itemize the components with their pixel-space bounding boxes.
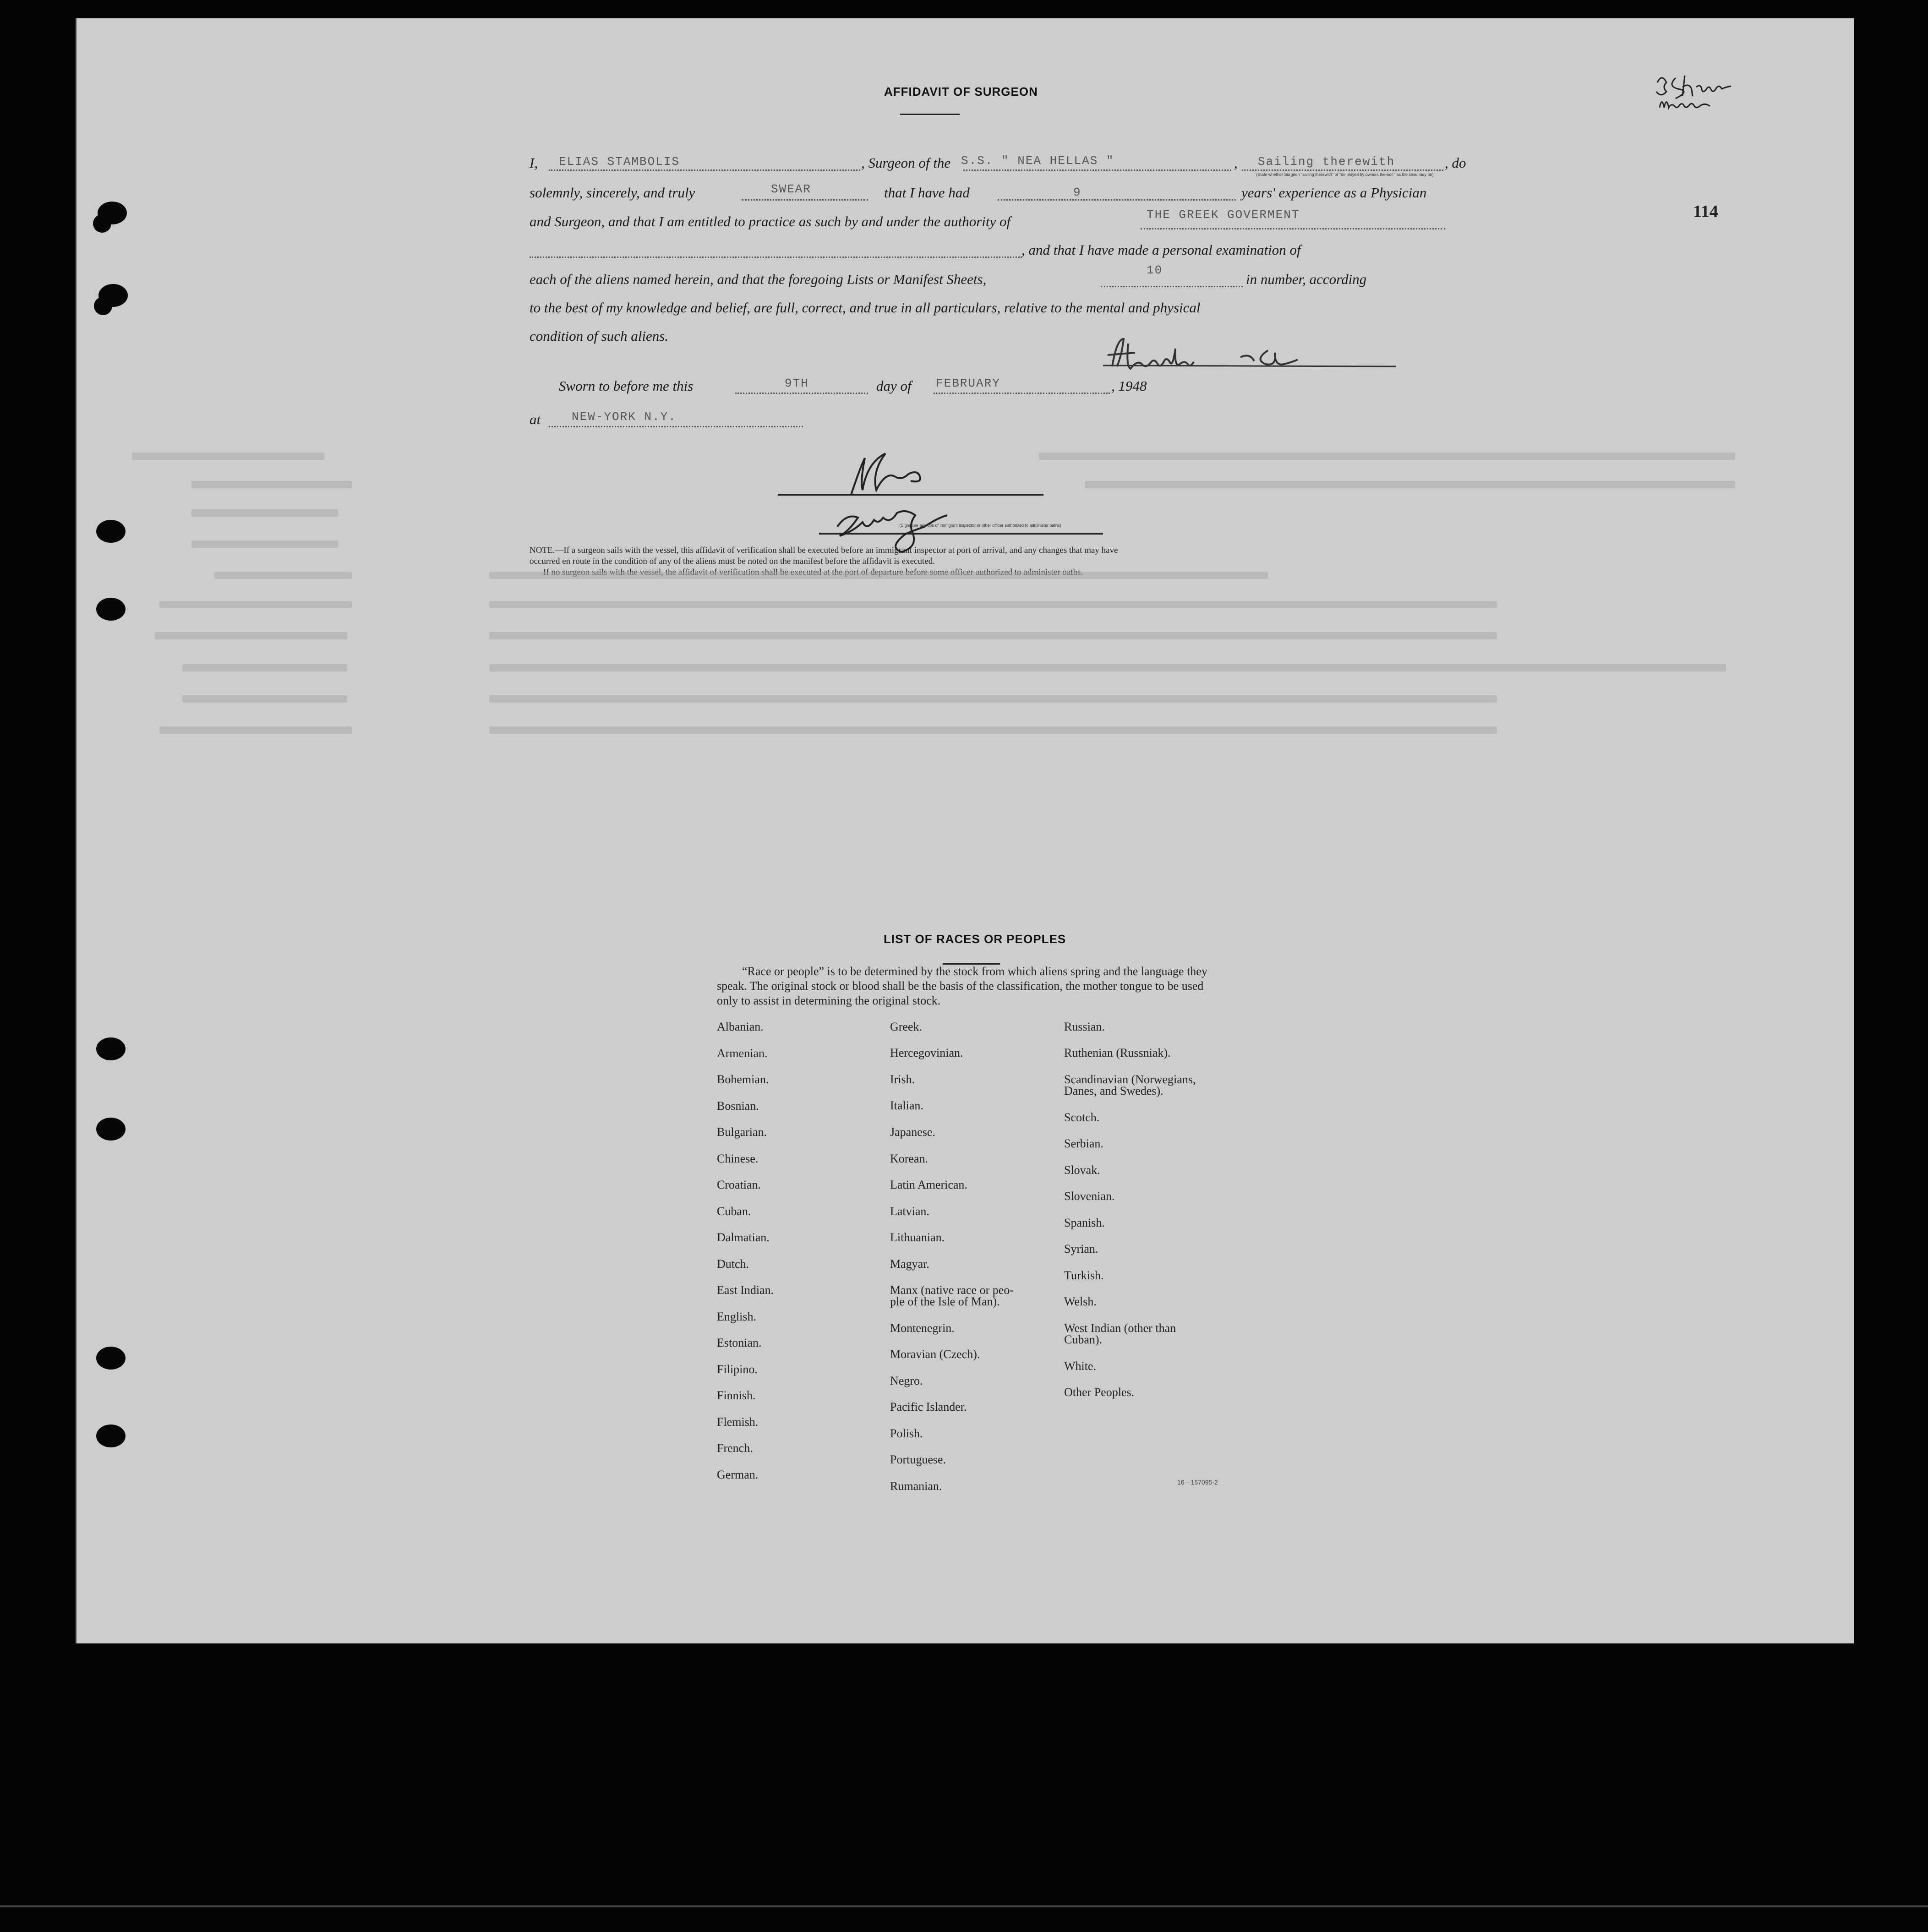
races-intro: “Race or people” is to be determined by the stock from which aliens spring and the language they speak. The original stock or blood shall be the basis of the classification, the mother tongue to be used only to assist in determining the original stock.: [717, 965, 1207, 1007]
document-page: [76, 18, 1854, 1643]
affidavit-title: AFFIDAVIT OF SURGEON: [884, 85, 1038, 98]
race-item: White.: [1064, 1359, 1097, 1373]
ghost-row: [489, 695, 1497, 703]
at-place-field: NEW-YORK N.Y.: [572, 410, 677, 424]
race-item: Bohemian.: [717, 1073, 769, 1086]
sworn-month-underline: [934, 393, 1110, 394]
note-line-2: occurred en route in the condition of any of the aliens must be noted on the manifest before the affidavit is executed.: [530, 557, 935, 566]
race-item: Filipino.: [717, 1363, 758, 1376]
race-item: Croatian.: [717, 1178, 761, 1191]
punch-hole: [96, 1347, 126, 1370]
ghost-row: [489, 664, 1726, 671]
race-item: Montenegrin.: [890, 1321, 955, 1335]
race-item: Dutch.: [717, 1257, 749, 1271]
affidavit-line7: condition of such aliens.: [530, 328, 669, 344]
race-item: Scotch.: [1064, 1111, 1100, 1124]
ghost-row: [489, 601, 1497, 608]
race-item: Cuban.: [717, 1205, 751, 1218]
race-item: Dalmatian.: [717, 1231, 770, 1244]
ghost-row: [1085, 481, 1735, 488]
race-item: Flemish.: [717, 1415, 759, 1429]
race-item: Bosnian.: [717, 1099, 759, 1113]
race-item: Other Peoples.: [1064, 1386, 1135, 1399]
ghost-row: [191, 509, 338, 517]
years-underline: [998, 199, 1236, 201]
race-item: Lithuanian.: [890, 1231, 945, 1244]
ghost-row: [159, 726, 352, 734]
sheets-underline: [1101, 286, 1243, 287]
at-place-underline: [549, 426, 803, 427]
sworn-day-underline: [735, 393, 868, 394]
race-item: Armenian.: [717, 1047, 768, 1060]
ship-underline: [963, 169, 1231, 171]
race-item: Irish.: [890, 1073, 915, 1086]
race-item: West Indian (other than: [1064, 1321, 1176, 1335]
years-field: 9: [1073, 186, 1081, 199]
punch-hole: [93, 214, 111, 233]
ship-name-field: S.S. " NEA HELLAS ": [961, 154, 1114, 168]
ghost-row: [182, 664, 347, 671]
scan-edge: [0, 1905, 1928, 1907]
ghost-row: [155, 632, 347, 639]
race-item: Magyar.: [890, 1257, 929, 1271]
sailing-status-field: Sailing therewith: [1258, 155, 1395, 169]
race-item: Danes, and Swedes).: [1064, 1084, 1163, 1097]
race-item: Estonian.: [717, 1336, 762, 1349]
punch-hole: [96, 520, 126, 543]
race-item: Latvian.: [890, 1205, 929, 1218]
race-item: Italian.: [890, 1099, 923, 1112]
races-title: LIST OF RACES OR PEOPLES: [884, 932, 1066, 946]
race-item: Moravian (Czech).: [890, 1348, 980, 1361]
ghost-row: [132, 453, 324, 460]
race-item: Pacific Islander.: [890, 1400, 967, 1414]
race-item: Bulgarian.: [717, 1125, 767, 1139]
race-item: Turkish.: [1064, 1269, 1104, 1282]
race-item: Scandinavian (Norwegians,: [1064, 1073, 1196, 1086]
authority-continuation-underline: [530, 257, 1022, 258]
punch-hole: [96, 1424, 126, 1447]
race-item: Portuguese.: [890, 1453, 946, 1466]
affidavit-line3-start: and Surgeon, and that I am entitled to practice as such by and under the authority of: [530, 213, 1011, 229]
race-item: French.: [717, 1441, 753, 1455]
form-code: 16—157095-2: [1177, 1479, 1218, 1486]
sworn-day-field: 9TH: [785, 377, 809, 390]
ghost-row: [1039, 453, 1735, 460]
affidavit-line1-mid: , Surgeon of the: [861, 155, 951, 171]
race-item: Albanian.: [717, 1020, 764, 1033]
affidavit-line2-start: solemnly, sincerely, and truly: [530, 185, 695, 201]
sworn-prefix: Sworn to before me this: [559, 378, 694, 394]
punch-hole: [94, 297, 112, 315]
inspector-caption: (Signature and title of immigrant inspector or other officer authorized to administer oaths): [899, 523, 1061, 528]
title-underline: [900, 114, 960, 115]
race-item: English.: [717, 1310, 756, 1323]
race-item: Rumanian.: [890, 1479, 942, 1493]
sailing-underline: [1242, 169, 1443, 171]
ghost-row: [191, 481, 352, 488]
affidavit-line6: to the best of my knowledge and belief, are full, correct, and true in all particulars, relative to the mental and physical: [530, 300, 1201, 316]
race-item: Slovenian.: [1064, 1190, 1115, 1203]
race-item: Latin American.: [890, 1178, 967, 1191]
punch-hole: [96, 598, 126, 621]
affidavit-line5-end: in number, according: [1246, 271, 1367, 287]
ghost-row: [191, 540, 338, 548]
sailing-caption: (State whether Surgeon "sailing therewith" or "employed by owners thereof," as the case may be): [1256, 172, 1434, 177]
ghost-row: [489, 726, 1497, 734]
race-item: Ruthenian (Russniak).: [1064, 1046, 1171, 1059]
race-item: Syrian.: [1064, 1242, 1098, 1255]
race-item: Russian.: [1064, 1020, 1105, 1033]
race-item: Slovak.: [1064, 1163, 1100, 1177]
race-item: ple of the Isle of Man).: [890, 1295, 1000, 1308]
authority-underline: [1141, 228, 1445, 229]
affidavit-line1-prefix: I,: [530, 155, 538, 171]
page-number: 114: [1693, 202, 1718, 221]
handwritten-note-signature: [1653, 69, 1772, 119]
race-item: Cuban).: [1064, 1333, 1103, 1346]
race-item: Chinese.: [717, 1152, 759, 1165]
note-line-1: NOTE.—If a surgeon sails with the vessel, this affidavit of verification shall be executed before an immigrant inspector at port of arrival, and any changes that may have: [530, 546, 1118, 555]
surgeon-name-underline: [549, 169, 860, 171]
race-item: East Indian.: [717, 1283, 774, 1297]
surgeon-name-field: ELIAS STAMBOLIS: [559, 155, 680, 169]
oath-field: SWEAR: [771, 182, 812, 196]
race-item: German.: [717, 1468, 759, 1481]
affidavit-line1-end: , do: [1445, 155, 1466, 171]
affidavit-line5-start: each of the aliens named herein, and that the foregoing Lists or Manifest Sheets,: [530, 271, 987, 287]
affidavit-line2-mid: that I have had: [884, 185, 970, 201]
oath-underline: [742, 199, 868, 201]
race-item: Serbian.: [1064, 1137, 1103, 1150]
punch-hole: [96, 1118, 126, 1141]
race-item: Korean.: [890, 1152, 928, 1165]
sheets-count-field: 10: [1147, 263, 1163, 277]
ghost-row: [214, 572, 352, 579]
race-item: Hercegovinian.: [890, 1046, 963, 1059]
race-item: Manx (native race or peo-: [890, 1283, 1014, 1297]
affidavit-line4-end: , and that I have made a personal examination of: [1021, 242, 1301, 258]
punch-hole: [96, 1037, 126, 1060]
at-prefix: at: [530, 411, 541, 427]
race-item: Welsh.: [1064, 1295, 1097, 1308]
ghost-row: [182, 695, 347, 703]
authority-field: THE GREEK GOVERMENT: [1147, 208, 1300, 222]
race-item: Japanese.: [890, 1125, 935, 1139]
affidavit-line1-comma: ,: [1234, 155, 1238, 171]
ghost-row: [159, 601, 352, 608]
race-item: Spanish.: [1064, 1216, 1105, 1229]
ghost-row: [489, 572, 1268, 579]
race-item: Greek.: [890, 1020, 923, 1033]
surgeon-signature: [1103, 330, 1396, 380]
race-item: Negro.: [890, 1374, 923, 1387]
sworn-day-of: day of: [876, 378, 912, 394]
race-item: Finnish.: [717, 1389, 756, 1402]
sworn-month-field: FEBRUARY: [936, 377, 1000, 390]
affidavit-line2-end: years' experience as a Physician: [1241, 185, 1427, 201]
sworn-year: , 1948: [1111, 378, 1147, 394]
race-item: Polish.: [890, 1427, 923, 1440]
ghost-row: [489, 632, 1497, 639]
